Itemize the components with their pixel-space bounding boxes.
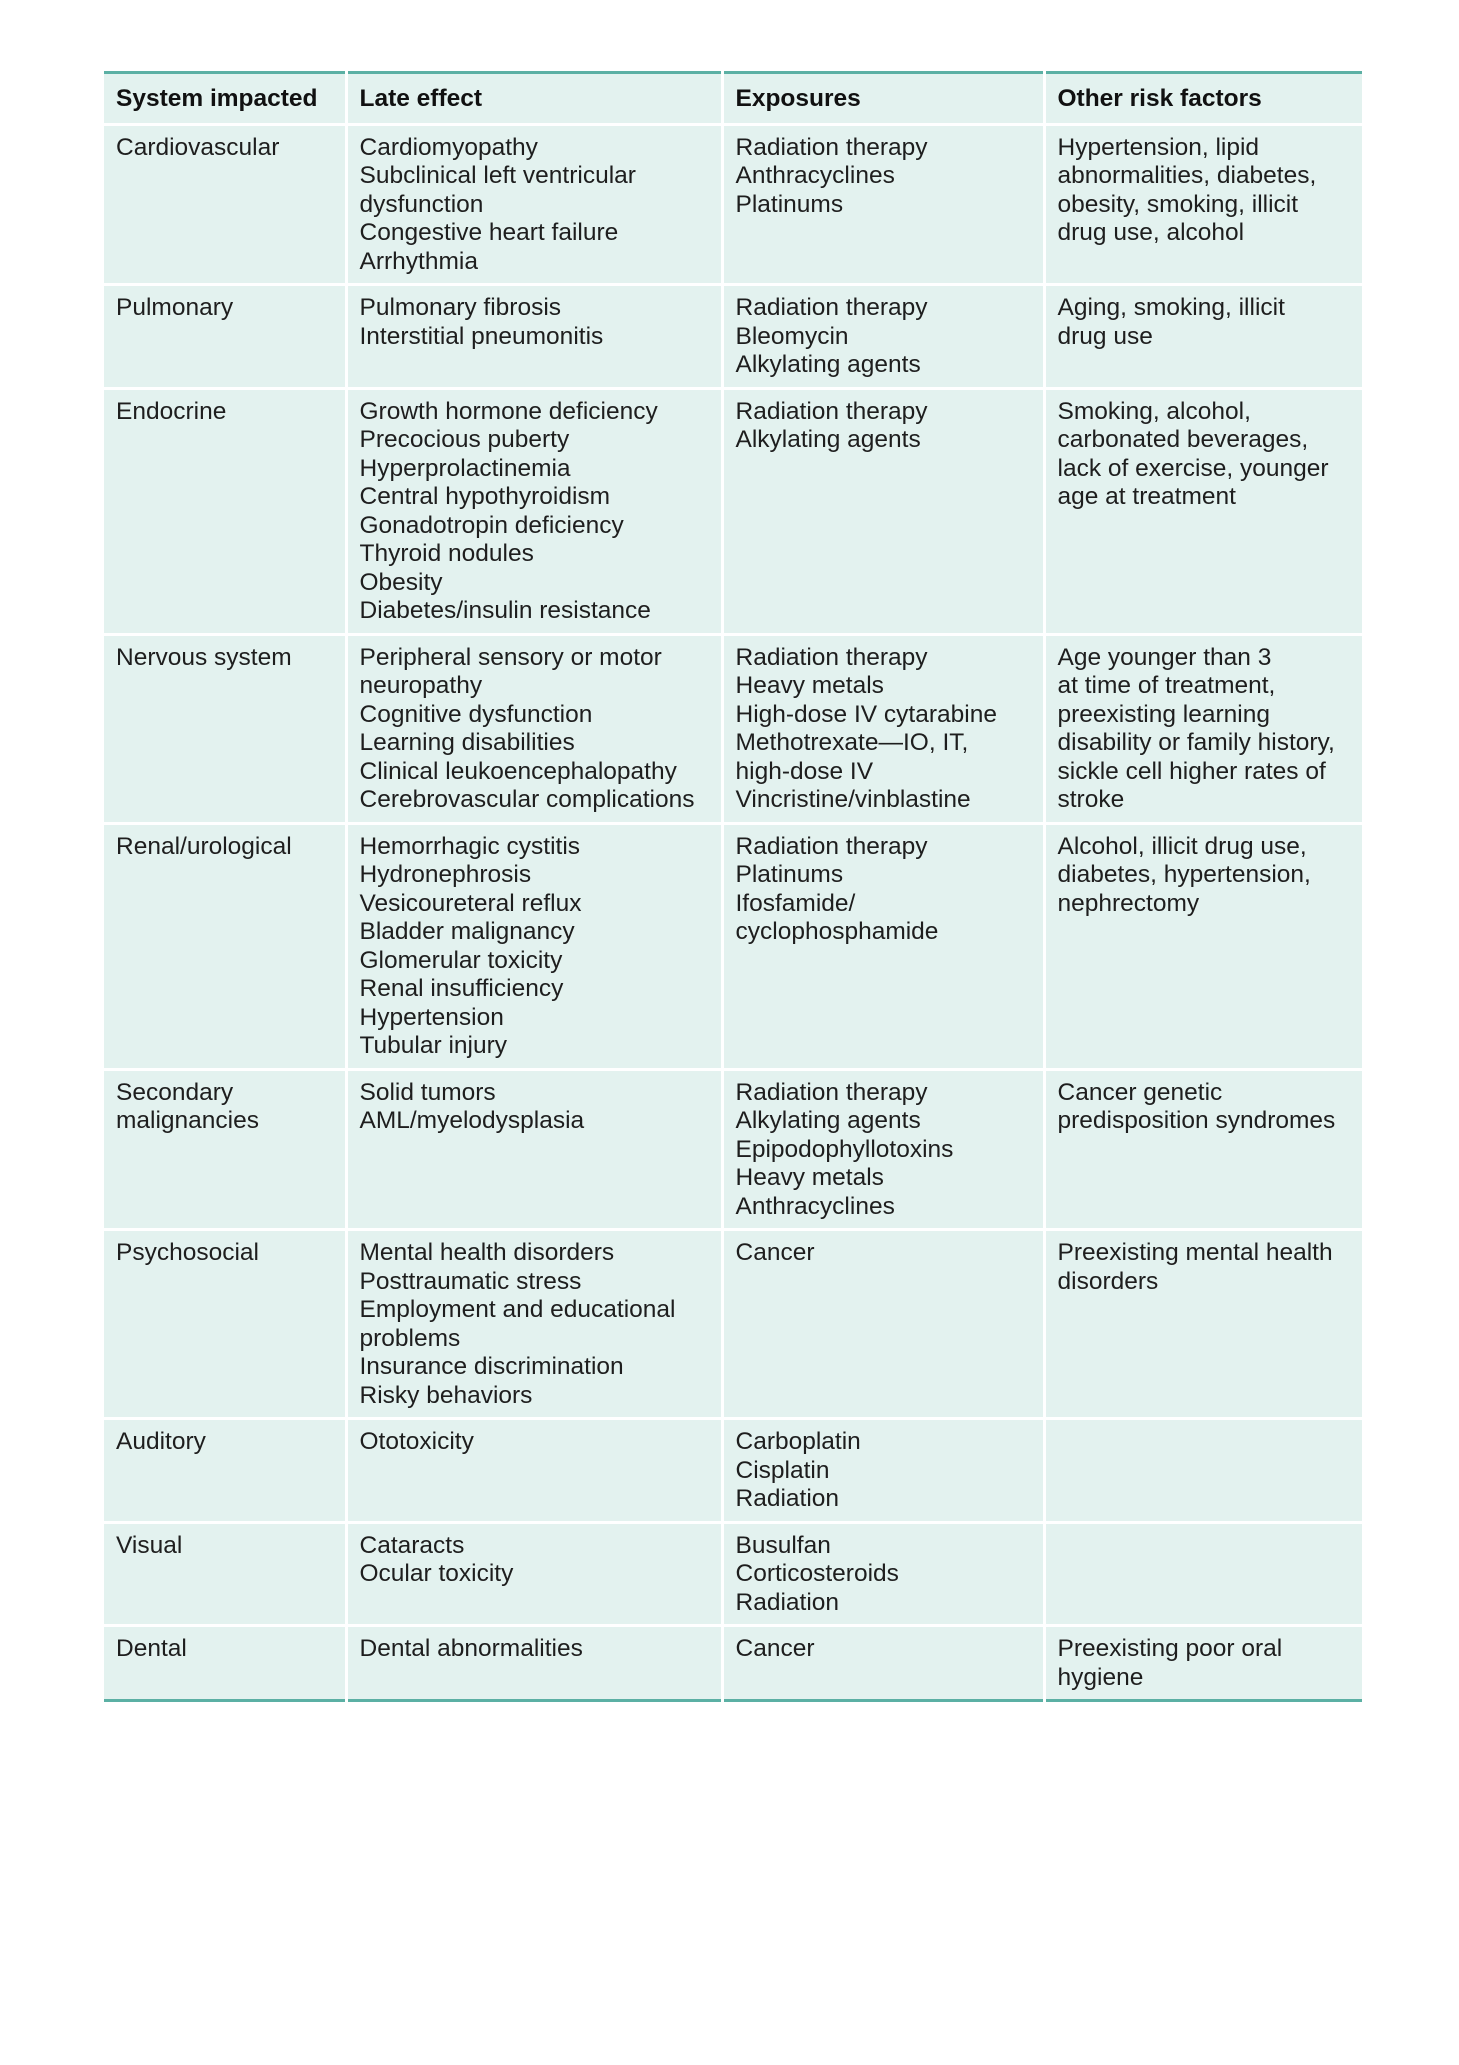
cell-late-effect xyxy=(346,1626,722,1701)
cell-late-effect-line: Insurance discrimination xyxy=(359,1353,624,1380)
cell-late-effect-line: Bladder malignancy xyxy=(359,918,575,945)
cell-late-effect xyxy=(346,1230,722,1419)
table-row xyxy=(104,124,1362,285)
cell-late-effect-line: Clinical leukoencephalopathy xyxy=(359,757,677,785)
cell-exposures-line: High-dose IV cytarabine xyxy=(735,700,997,728)
cell-exposures xyxy=(722,634,1044,823)
cell-late-effect-line: Risky behaviors xyxy=(359,1381,533,1409)
cell-late-effect-line: Cataracts xyxy=(359,1531,465,1559)
cell-late-effect-line: Ototoxicity xyxy=(359,1428,474,1455)
cell-late-effect-line: Hypertension xyxy=(359,1003,504,1031)
cell-late-effect xyxy=(346,388,722,634)
cell-exposures-line: Heavy metals xyxy=(735,1164,884,1191)
cell-system-impacted xyxy=(104,823,346,1069)
cell-system-impacted xyxy=(104,388,346,634)
cell-late-effect-line: Tubular injury xyxy=(359,1032,508,1059)
cell-exposures-line: Radiation therapy xyxy=(735,133,928,161)
table-row xyxy=(104,1626,1362,1701)
cell-system-impacted xyxy=(104,1230,346,1419)
cell-system-impacted-line: Auditory xyxy=(116,1428,206,1455)
table-row xyxy=(104,1419,1362,1523)
cell-exposures-line: Vincristine/vinblastine xyxy=(735,786,971,813)
header-other-risk-factors: Other risk factors xyxy=(1044,73,1362,125)
cell-late-effect-line: neuropathy xyxy=(359,672,483,699)
cell-late-effect-line: Posttraumatic stress xyxy=(359,1267,582,1295)
cell-late-effect-line: Solid tumors xyxy=(359,1078,496,1106)
cell-late-effect-line: Cerebrovascular complications xyxy=(359,786,695,813)
cell-exposures-line: Alkylating agents xyxy=(735,1107,921,1134)
cell-late-effect-line: Hydronephrosis xyxy=(359,861,532,888)
cell-other-risk-factors-line: Preexisting mental health xyxy=(1057,1239,1333,1266)
cell-exposures-line: Anthracyclines xyxy=(735,1192,895,1220)
cell-late-effect-line: Pulmonary fibrosis xyxy=(359,294,562,321)
cell-exposures-line: Radiation therapy xyxy=(735,643,928,671)
cell-exposures-line: Radiation xyxy=(735,1588,840,1616)
cell-other-risk-factors xyxy=(1044,1419,1362,1523)
cell-system-impacted-line: Dental xyxy=(116,1635,187,1662)
cell-exposures-line: Cancer xyxy=(735,1239,815,1266)
cell-exposures-line: Alkylating agents xyxy=(735,351,921,378)
cell-exposures-line: Bleomycin xyxy=(735,322,849,350)
cell-exposures-line: Radiation therapy xyxy=(735,832,928,860)
cell-late-effect-line: Gonadotropin deficiency xyxy=(359,511,624,539)
cell-exposures xyxy=(722,1419,1044,1523)
cell-late-effect-line: Hyperprolactinemia xyxy=(359,454,571,482)
cell-exposures-line: high-dose IV xyxy=(735,757,874,785)
cell-other-risk-factors xyxy=(1044,285,1362,389)
cell-late-effect-line: Peripheral sensory or motor xyxy=(359,643,662,671)
cell-late-effect-line: problems xyxy=(359,1324,461,1352)
cell-other-risk-factors xyxy=(1044,124,1362,285)
cell-exposures-line: Carboplatin xyxy=(735,1428,861,1455)
cell-late-effect-line: Employment and educational xyxy=(359,1296,676,1323)
cell-exposures xyxy=(722,1522,1044,1626)
cell-late-effect-line: Cognitive dysfunction xyxy=(359,700,593,728)
cell-late-effect-line: Thyroid nodules xyxy=(359,540,534,567)
cell-other-risk-factors xyxy=(1044,1522,1362,1626)
cell-exposures-line: Busulfan xyxy=(735,1531,831,1559)
cell-late-effect-line: Hemorrhagic cystitis xyxy=(359,832,581,860)
cell-other-risk-factors-line: lack of exercise, younger xyxy=(1057,454,1329,482)
cell-other-risk-factors xyxy=(1044,388,1362,634)
cell-late-effect-line: Interstitial pneumonitis xyxy=(359,322,604,350)
table-header xyxy=(104,73,1362,125)
cell-exposures-line: cyclophosphamide xyxy=(735,918,939,945)
cell-other-risk-factors-line: predisposition syndromes xyxy=(1057,1107,1336,1134)
header-exposures: Exposures xyxy=(722,73,1044,125)
header-row xyxy=(104,73,1362,125)
cell-other-risk-factors-line: sickle cell higher rates of xyxy=(1057,757,1326,785)
cell-late-effect-line: Obesity xyxy=(359,568,443,596)
cell-late-effect-line: Learning disabilities xyxy=(359,729,575,756)
cell-system-impacted xyxy=(104,124,346,285)
table-row xyxy=(104,285,1362,389)
cell-system-impacted xyxy=(104,1419,346,1523)
cell-late-effect-line: Arrhythmia xyxy=(359,247,478,275)
cell-late-effect-line: Precocious puberty xyxy=(359,426,570,453)
cell-system-impacted-line: Psychosocial xyxy=(116,1239,259,1266)
cell-late-effect xyxy=(346,285,722,389)
table-row xyxy=(104,823,1362,1069)
cell-exposures-line: Radiation therapy xyxy=(735,294,928,321)
table-row xyxy=(104,1069,1362,1230)
cell-late-effect xyxy=(346,124,722,285)
cell-late-effect-line: Central hypothyroidism xyxy=(359,483,611,510)
cell-exposures xyxy=(722,1230,1044,1419)
cell-late-effect xyxy=(346,1522,722,1626)
cell-other-risk-factors-line: preexisting learning xyxy=(1057,700,1270,728)
cell-other-risk-factors-line: abnormalities, diabetes, xyxy=(1057,162,1317,189)
cell-system-impacted-line: Pulmonary xyxy=(116,294,234,321)
cell-late-effect-line: Mental health disorders xyxy=(359,1239,615,1266)
cell-other-risk-factors-line: nephrectomy xyxy=(1057,889,1200,917)
table-row xyxy=(104,634,1362,823)
header-system-impacted: System impacted xyxy=(116,85,318,112)
table-row xyxy=(104,388,1362,634)
cell-other-risk-factors-line: obesity, smoking, illicit xyxy=(1057,190,1299,218)
cell-other-risk-factors-line: Smoking, alcohol, xyxy=(1057,397,1251,425)
cell-late-effect-line: AML/myelodysplasia xyxy=(359,1107,585,1134)
cell-late-effect-line: Ocular toxicity xyxy=(359,1560,514,1587)
cell-exposures-line: Methotrexate—IO, IT, xyxy=(735,729,969,756)
cell-other-risk-factors-line: drug use, alcohol xyxy=(1057,219,1245,246)
cell-late-effect xyxy=(346,1069,722,1230)
cell-other-risk-factors-line: Alcohol, illicit drug use, xyxy=(1057,832,1307,860)
cell-other-risk-factors-line: Cancer genetic xyxy=(1057,1078,1223,1106)
cell-other-risk-factors xyxy=(1044,634,1362,823)
cell-late-effect-line: dysfunction xyxy=(359,190,484,218)
cell-exposures-line: Ifosfamide/ xyxy=(735,889,856,917)
cell-exposures-line: Epipodophyllotoxins xyxy=(735,1135,954,1163)
header-late-effect: Late effect xyxy=(346,73,722,125)
cell-exposures-line: Cisplatin xyxy=(735,1456,830,1484)
cell-other-risk-factors-line: Preexisting poor oral xyxy=(1057,1635,1283,1662)
cell-exposures xyxy=(722,124,1044,285)
cell-other-risk-factors-line: drug use xyxy=(1057,322,1153,350)
cell-late-effect-line: Subclinical left ventricular xyxy=(359,162,636,189)
cell-exposures xyxy=(722,1069,1044,1230)
cell-other-risk-factors-line: Age younger than 3 xyxy=(1057,643,1272,671)
cell-other-risk-factors-line: Hypertension, lipid xyxy=(1057,133,1260,161)
cell-late-effect xyxy=(346,1419,722,1523)
cell-other-risk-factors-line: disability or family history, xyxy=(1057,729,1335,756)
cell-system-impacted-line: Secondary xyxy=(116,1078,234,1106)
cell-other-risk-factors xyxy=(1044,1230,1362,1419)
cell-exposures-line: Radiation therapy xyxy=(735,1078,928,1106)
cell-exposures xyxy=(722,1626,1044,1701)
cell-system-impacted xyxy=(104,285,346,389)
cell-exposures xyxy=(722,823,1044,1069)
cell-late-effect-line: Congestive heart failure xyxy=(359,219,619,246)
cell-exposures-line: Cancer xyxy=(735,1635,815,1662)
cell-late-effect-line: Diabetes/insulin resistance xyxy=(359,597,651,624)
cell-other-risk-factors-line: stroke xyxy=(1057,786,1125,813)
cell-exposures-line: Heavy metals xyxy=(735,672,884,699)
cell-other-risk-factors-line: carbonated beverages, xyxy=(1057,426,1309,453)
cell-other-risk-factors-line: disorders xyxy=(1057,1267,1159,1295)
cell-system-impacted-line: Visual xyxy=(116,1531,183,1559)
cell-late-effect-line: Cardiomyopathy xyxy=(359,133,538,161)
cell-late-effect-line: Vesicoureteral reflux xyxy=(359,889,582,917)
cell-system-impacted-line: malignancies xyxy=(116,1107,259,1134)
cell-system-impacted-line: Nervous system xyxy=(116,643,292,671)
cell-other-risk-factors xyxy=(1044,1069,1362,1230)
cell-late-effect xyxy=(346,634,722,823)
cell-late-effect-line: Dental abnormalities xyxy=(359,1635,583,1662)
cell-other-risk-factors-line: at time of treatment, xyxy=(1057,672,1276,699)
cell-system-impacted-line: Endocrine xyxy=(116,397,227,425)
table-row xyxy=(104,1522,1362,1626)
cell-late-effect-line: Renal insufficiency xyxy=(359,975,564,1002)
cell-late-effect xyxy=(346,823,722,1069)
cell-system-impacted xyxy=(104,1626,346,1701)
cell-other-risk-factors-line: age at treatment xyxy=(1057,483,1236,510)
cell-other-risk-factors xyxy=(1044,823,1362,1069)
cell-exposures xyxy=(722,388,1044,634)
cell-other-risk-factors xyxy=(1044,1626,1362,1701)
cell-exposures-line: Anthracyclines xyxy=(735,162,895,189)
cell-system-impacted-line: Cardiovascular xyxy=(116,133,280,161)
cell-system-impacted xyxy=(104,634,346,823)
cell-exposures-line: Platinums xyxy=(735,861,844,888)
cell-system-impacted xyxy=(104,1522,346,1626)
cell-other-risk-factors-line: diabetes, hypertension, xyxy=(1057,861,1311,888)
cell-exposures-line: Alkylating agents xyxy=(735,426,921,453)
cell-system-impacted xyxy=(104,1069,346,1230)
cell-late-effect-line: Glomerular toxicity xyxy=(359,946,563,974)
table-body xyxy=(104,124,1362,1701)
table-row xyxy=(104,1230,1362,1419)
late-effects-table xyxy=(104,71,1362,1702)
cell-exposures-line: Platinums xyxy=(735,190,844,218)
cell-exposures-line: Corticosteroids xyxy=(735,1560,899,1587)
cell-system-impacted-line: Renal/urological xyxy=(116,832,292,860)
cell-other-risk-factors-line: Aging, smoking, illicit xyxy=(1057,294,1285,321)
cell-other-risk-factors-line: hygiene xyxy=(1057,1663,1144,1691)
cell-exposures-line: Radiation xyxy=(735,1485,840,1512)
cell-late-effect-line: Growth hormone deficiency xyxy=(359,397,658,425)
cell-exposures-line: Radiation therapy xyxy=(735,397,928,425)
cell-exposures xyxy=(722,285,1044,389)
